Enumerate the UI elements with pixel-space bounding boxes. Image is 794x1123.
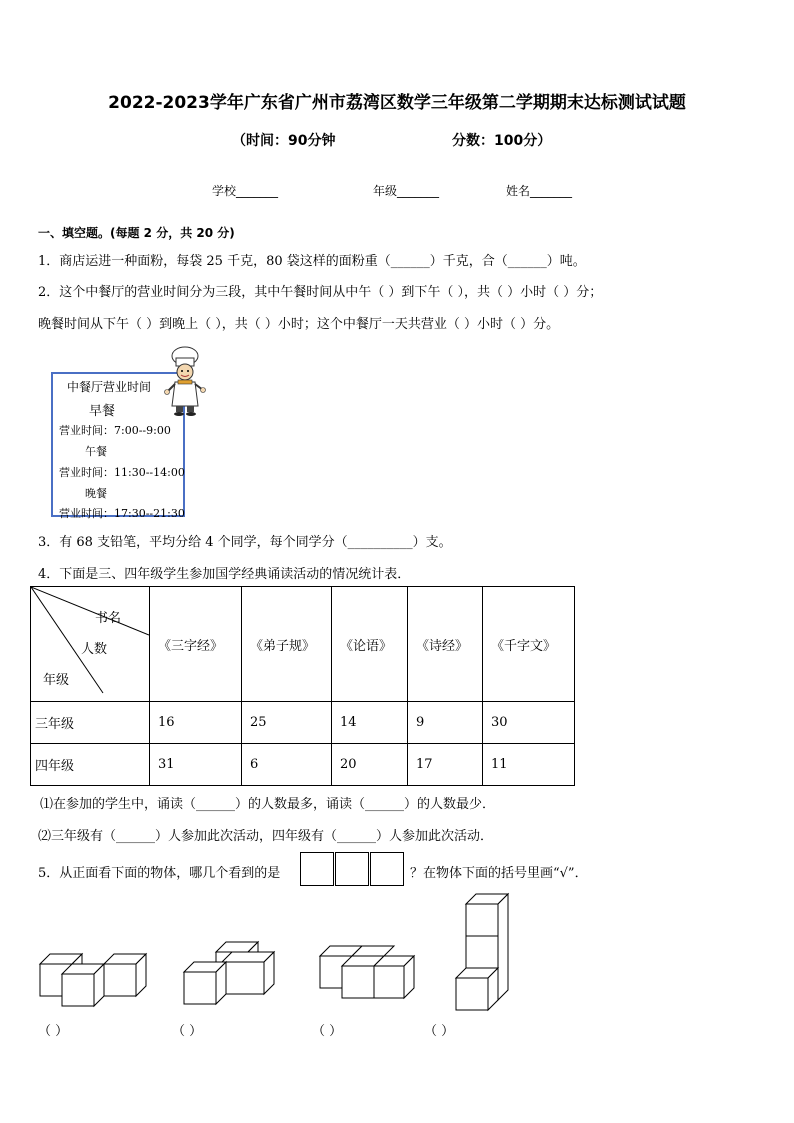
menu-dinner-hours: 营业时间：17:30--21:30 [59, 507, 185, 520]
table-cell: 11 [483, 744, 575, 786]
table-cell: 6 [242, 744, 332, 786]
column-header: 《论语》 [332, 587, 408, 702]
cube-figure-3 [318, 942, 416, 1000]
name-field[interactable]: 姓名_______ [506, 184, 573, 198]
menu-breakfast: 早餐 [89, 404, 116, 419]
answer-blank[interactable]: （ ） [312, 1024, 343, 1039]
table-cell: 30 [483, 702, 575, 744]
menu-dinner: 晚餐 [85, 487, 107, 500]
table-cell: 9 [408, 702, 483, 744]
table-cell: 16 [150, 702, 242, 744]
corner-people-label: 人数 [81, 642, 108, 657]
answer-blank[interactable]: （ ） [38, 1024, 69, 1039]
reading-statistics-table [30, 586, 575, 786]
cube-figure-1 [38, 950, 150, 1008]
exam-score: 分数：100分） [452, 133, 552, 149]
menu-title: 中餐厅营业时间 [67, 380, 152, 394]
row-label: 四年级 [31, 744, 150, 786]
section-heading: 一、填空题。(每题 2 分，共 20 分) [38, 226, 235, 240]
table-cell: 14 [332, 702, 408, 744]
grade-field[interactable]: 年级_______ [373, 184, 440, 198]
answer-blank[interactable]: （ ） [424, 1024, 455, 1039]
table-row [31, 744, 575, 786]
menu-lunch-hours: 营业时间：11:30--14:00 [59, 466, 185, 479]
column-header: 《弟子规》 [242, 587, 332, 702]
table-cell: 25 [242, 702, 332, 744]
table-cell: 17 [408, 744, 483, 786]
row-label: 三年级 [31, 702, 150, 744]
question-2-line-1: 2．这个中餐厅的营业时间分为三段，其中午餐时间从中午（ ）到下午（ ），共（ ）小时（ ）分； [38, 285, 603, 300]
column-header: 《三字经》 [150, 587, 242, 702]
question-5-instruction: ？在物体下面的括号里画“√”． [410, 866, 588, 881]
question-5-prompt: 5．从正面看下面的物体，哪几个看到的是 [38, 866, 281, 881]
menu-breakfast-hours: 营业时间：7:00--9:00 [59, 424, 171, 437]
table-row [31, 702, 575, 744]
question-1: 1．商店运进一种面粉，每袋 25 千克，80 袋这样的面粉重（______）千克，合（______）吨。 [38, 254, 586, 269]
cube-figure-2 [182, 942, 276, 1008]
table-cell: 20 [332, 744, 408, 786]
column-header: 《诗经》 [408, 587, 483, 702]
corner-book-label: 书名 [95, 611, 122, 626]
table-corner-header [31, 587, 150, 702]
question-3: 3．有 68 支铅笔，平均分给 4 个同学，每个同学分（__________）支。 [38, 535, 452, 550]
exam-time: （时间：90分钟 [232, 133, 336, 149]
target-front-view [300, 852, 406, 886]
question-4: 4．下面是三、四年级学生参加国学经典诵读活动的情况统计表． [38, 567, 411, 582]
question-4-part-1: ⑴在参加的学生中，诵读（______）的人数最多，诵读（______）的人数最少． [40, 797, 496, 812]
chef-illustration [164, 346, 206, 418]
table-cell: 31 [150, 744, 242, 786]
corner-grade-label: 年级 [43, 673, 70, 688]
cube-figure-4 [454, 892, 510, 1010]
answer-blank[interactable]: （ ） [172, 1024, 203, 1039]
exam-title: 2022-2023学年广东省广州市荔湾区数学三年级第二学期期末达标测试试题 [108, 93, 686, 113]
school-field[interactable]: 学校_______ [212, 184, 279, 198]
menu-lunch: 午餐 [85, 445, 107, 458]
column-header: 《千字文》 [483, 587, 575, 702]
question-2-line-2: 晚餐时间从下午（ ）到晚上（ ），共（ ）小时；这个中餐厅一天共营业（ ）小时（ ）分。 [38, 317, 560, 332]
question-4-part-2: ⑵三年级有（______）人参加此次活动，四年级有（______）人参加此次活动． [38, 829, 494, 844]
